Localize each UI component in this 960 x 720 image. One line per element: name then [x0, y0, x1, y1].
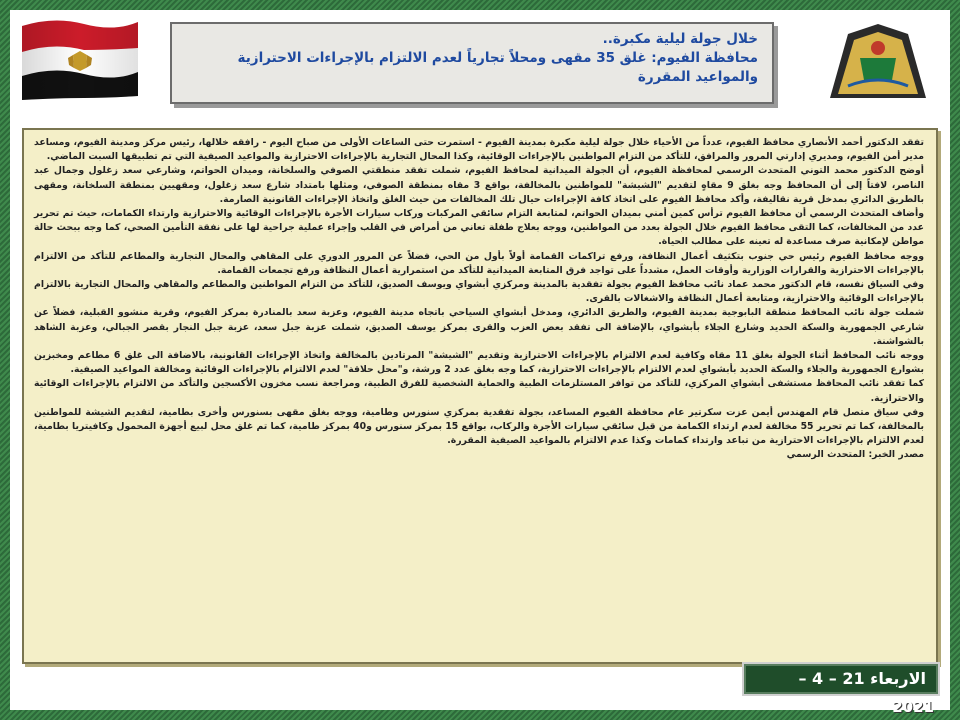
- paragraph-5: وفي السياق نفسه، قام الدكتور محمد عماد نائب محافظ الفيوم بجولة تفقدية بالمدينة ومركزي أبشواي ويوسف الصديق، للتأكد من التزام المواطنين والمطاعم والمقاهي والمحال التجارية بالالتزام بالإجراءات الوقائية والاحترازية، ومتابعة أعمال النظافة والاشغالات بالقرى.: [34, 279, 924, 305]
- date-badge: الاربعاء 21 – 4 –: [742, 662, 940, 696]
- headline-box: [170, 22, 774, 104]
- paragraph-7: ووجه نائب المحافظ أثناء الجولة بغلق 11 مقاه وكافية لعدم الالتزام بالإجراءات الاحترازية وتقديم "الشيشة" المرتادين بالمخالفة واتخاذ الإجراءات القانونية، بالاضافة الى غلق 6 مطاعم ومخبزين بشوارع الجمهورية والجلاء والسكة الحديد بأبشواي لعدم الالتزام بالإجراءات الاحترازية، كما وجه بغلق عدد 2 ورشة، و"محل حلاقة" لعدم الالتزام بالإجراءات الوقائية ومخالفة المواعيد الصيفية.: [34, 350, 925, 376]
- news-body: [22, 128, 938, 664]
- egypt-flag-icon: [14, 12, 144, 102]
- fayoum-governorate-logo-icon: [808, 14, 948, 106]
- date-year: 2021: [892, 698, 934, 716]
- paragraph-9: وفي سياق متصل قام المهندس أيمن عزت سكرتير عام محافظة الفيوم المساعد، بجولة تفقدية بمركزي سنورس وطامية، ووجه بغلق مقهى بسنورس وأخرى بطامية، لتقديم الشيشة للمواطنين بالمخالفة، كما تم تحرير 55 مخالفة لعدم ارتداء الكمامة من قبل سائقي سيارات الأجرة والركاب، بواقع 15 بمركز سنورس و40 بمركز طامية، كما تم غلق محل لبيع أجهزة المحمول وكافيتريا بطامية، لعدم الالتزام بالإجراءات الاحترازية من تباعد وارتداء كمامات وكذا عدم الالتزام بالمواعيد الصيفية المقررة.: [34, 406, 925, 447]
- paragraph-4: ووجه محافظ الفيوم رئيس حي جنوب بتكثيف أعمال النظافة، ورفع تراكمات القمامة أولاً بأول من الحي، فضلاً عن المرور الدوري على المقاهي والمحال التجارية والمطاعم للتأكد من الالتزام بالإجراءات الاحترازية والقرارات الوزارية وأوقات العمل، مشدداً على تواجد فرق المتابعة الميدانية للتأكد من استمرارية أعمال النظافة ورفع تجمعات القمامة.: [34, 250, 924, 276]
- paragraph-6: شملت جولة نائب المحافظ منطقة البابوجية بمدينة الفيوم، والطريق الدائري، ومدخل أبشواي السياحي باتجاه مدينة الفيوم، وعزبة سعد بالمنادرة بمركز الفيوم، وقرية منشوو القبلية، فضلاً عن شارعي الجمهورية والسكة الحديد وشارع الجلاء بأبشواي، بالإضافة الى تفقد بعض العزب والقرى بمركز يوسف الصديق، شملت عزبة جبل سعد، عزبة جبل النجار بقصر الجبالي، وعزبة الشاهد بالشواشنة.: [34, 307, 924, 347]
- paragraph-8: كما تفقد نائب المحافظ مستشفى أبشواي المركزي، للتأكد من توافر المستلزمات الطبية والحماية الشخصية للفرق الطبية، ومراجعة نسب مخزون الأكسجين والتأكد من الالتزام بالإجراءات الوقائية والاحترازية.: [34, 378, 924, 404]
- news-source: مصدر الخبر: المتحدث الرسمي: [786, 449, 924, 461]
- headline-line-1: خلال جولة ليلية مكبرة..: [602, 31, 758, 47]
- paragraph-3: وأضاف المتحدث الرسمي أن محافظ الفيوم ترأس كمين أمني بميدان الحواتم، لمتابعة التزام سائقي المركبات وركاب سيارات الأجرة بالإجراءات الوقائية والاحترازية وارتداء الكمامات، حيث تم تحرير عدد من المخالفات، كما التقى محافظ الفيوم خلال الجولة بعدد من المواطنين، ووجه بعلاج طفلة تعاني من أمراض في القلب وإجراء عملية جراحية لها على نفقة التأمين الصحي، كما وجه ببحث حالة مواطن لإمكانية صرف مساعدة له تعينه على مطالب الحياة.: [34, 208, 924, 248]
- paragraph-2: أوضح الدكتور محمد التوني المتحدث الرسمي لمحافظة الفيوم، أن الجولة الميدانية لمحافظ الفيوم، شملت تفقد منطقتي الصوفي والسلخانة، وميدان الحواتم، وشارعي سعد زغلول وجمال عبد الناصر، لافتاً إلى أن المحافظ وجه بغلق 9 مقاهٍ لتقديم "الشيشة" للمواطنين بالمخالفة، بواقع 3 مقاه بمنطقة الصوفي، ومثلها بامتداد شارع سعد زغلول، ومقهيين بمنطقة السلخانة، ومقهى بالطريق الدائري بمدخل قرية نقاليفة، وأكد محافظ الفيوم على اتخاذ كافة الإجراءات حيال تلك المخالفات من حيث الغلق واتخاذ الإجراءات القانونية الصارمة.: [34, 165, 924, 205]
- headline-line-2: محافظة الفيوم: غلق 35 مقهى ومحلاً تجارياً لعدم الالتزام بالإجراءات الاحترازية والمواعيد المقررة: [237, 50, 758, 85]
- paragraph-1: تفقد الدكتور أحمد الأنصاري محافظ الفيوم، عدداً من الأحياء خلال جولة ليلية مكبرة بمدينة الفيوم - استمرت حتى الساعات الأولى من صباح اليوم - رافقه خلالها، رئيس مركز ومدينة الفيوم، ومساعد مدير أمن الفيوم، ومديري إدارتي المرور والمرافق، للتأكد من التزام المواطنين بالإجراءات الوقائية، وكذا المحال التجارية بالإجراءات الاحترازية والمواعيد الصيفية التي تم تطبيقها السبت الماضي.: [34, 137, 924, 163]
